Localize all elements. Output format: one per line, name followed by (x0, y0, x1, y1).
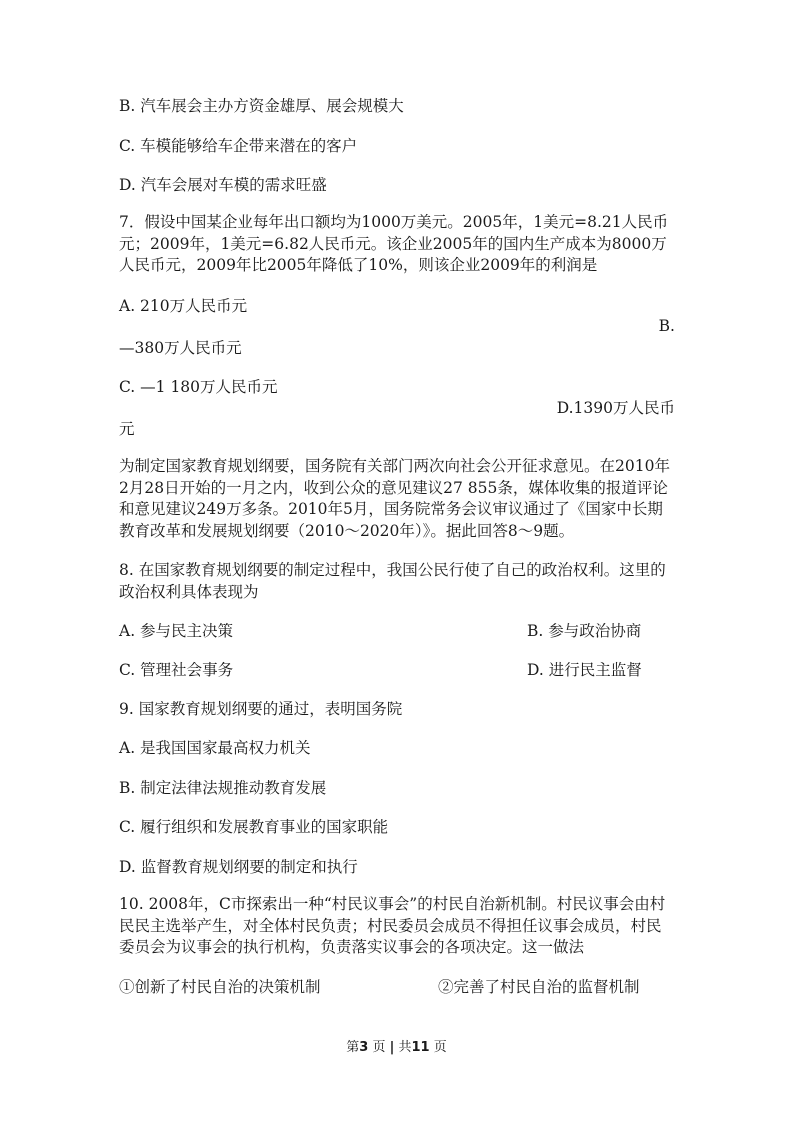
q7-option-d-head: D.1390万人民币 (556, 399, 675, 417)
q7-stem: 7．假设中国某企业每年出口额均为1000万美元。2005年，1美元=8.21人民币元；2009年，1美元=6.82人民币元。该企业2005年的国内生产成本为8000万人民币元，2009年比2005年降低了10%，则该企业2009年的利润是 (119, 213, 669, 274)
footer-total-prefix: 共 (398, 1040, 412, 1055)
footer-page-prefix: 第 (346, 1040, 360, 1055)
q9-option-b: B. 制定法律法规推动教育发展 (119, 779, 327, 797)
footer-total-pages: 11 (411, 1040, 430, 1055)
q9-option-c: C. 履行组织和发展教育事业的国家职能 (119, 818, 389, 836)
footer-page-suffix: 页 (372, 1040, 386, 1055)
q7-option-b-text: —380万人民币元 (119, 339, 242, 357)
q6-option-d: D. 汽车会展对车模的需求旺盛 (119, 176, 327, 194)
q8-stem: 8. 在国家教育规划纲要的制定过程中，我国公民行使了自己的政治权利。这里的政治权利具体表现为 (119, 561, 666, 601)
q10-stem: 10. 2008年，C市探索出一种“村民议事会”的村民自治新机制。村民议事会由村民民主选举产生，对全体村民负责；村民委员会成员不得担任议事会成员，村民委员会为议事会的执行机构，负责落实议事会的各项决定。这一做法 (119, 895, 666, 956)
footer-page-current: 3 (359, 1040, 369, 1055)
page-footer (0, 1040, 793, 1056)
q9-option-a: A. 是我国国家最高权力机关 (119, 739, 311, 757)
q7-option-c: C. —1 180万人民币元 (119, 378, 278, 396)
passage: 为制定国家教育规划纲要，国务院有关部门两次向社会公开征求意见。在2010年2月28日开始的一月之内，收到公众的意见建议27 855条，媒体收集的报道评论和意见建议249万多条。2010年5月，国务院常务会议审议通过了《国家中长期教育改革和发展规划纲要（2010～2020年）》。据此回答8～9题。 (119, 457, 670, 540)
q8-option-c: C. 管理社会事务 (119, 661, 234, 679)
q8-option-d: D. 进行民主监督 (527, 661, 642, 679)
q6-option-c: C. 车模能够给车企带来潜在的客户 (119, 137, 358, 155)
q10-item-1: ①创新了村民自治的决策机制 (119, 978, 321, 996)
q8-option-b: B. 参与政治协商 (527, 622, 642, 640)
q7-option-b-label: B. (658, 317, 675, 335)
q6-option-b: B. 汽车展会主办方资金雄厚、展会规模大 (119, 97, 404, 115)
q8-option-a: A. 参与民主决策 (119, 622, 234, 640)
footer-total-suffix: 页 (433, 1040, 447, 1055)
q9-option-d: D. 监督教育规划纲要的制定和执行 (119, 858, 358, 876)
footer-separator: | (389, 1040, 395, 1055)
q7-option-a: A. 210万人民币元 (119, 297, 248, 315)
q7-option-d-tail: 元 (119, 420, 135, 438)
q9-stem: 9. 国家教育规划纲要的通过，表明国务院 (119, 700, 403, 718)
q10-item-2: ②完善了村民自治的监督机制 (438, 978, 640, 996)
